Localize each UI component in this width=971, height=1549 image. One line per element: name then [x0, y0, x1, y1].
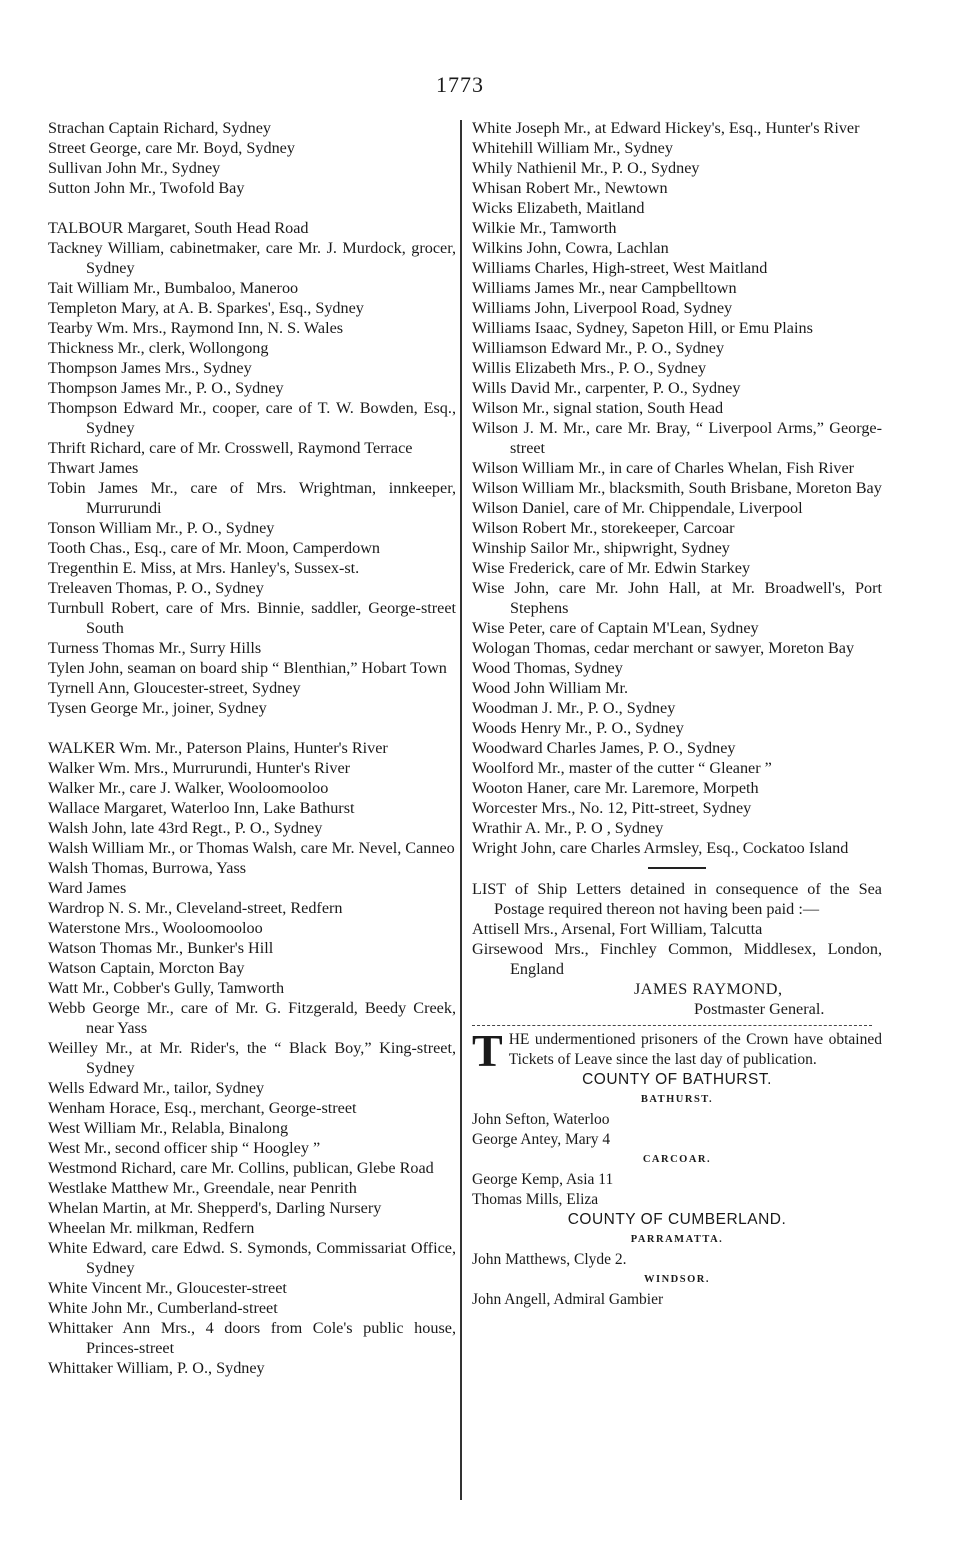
letter-entry: Wood Thomas, Sydney: [472, 659, 623, 677]
letter-entry: Whily Nathienil Mr., P. O., Sydney: [472, 159, 700, 177]
letter-entry: Williamson Edward Mr., P. O., Sydney: [472, 339, 725, 357]
letter-entry: Wright John, care Charles Armsley, Esq., Cockatoo Island: [472, 839, 849, 857]
tickets-notice-text: HE undermentioned prisoners of the Crown have obtained Tickets of Leave since the last day of publication.: [508, 1031, 882, 1068]
letter-entry: Westlake Matthew Mr., Greendale, near Penrith: [48, 1179, 357, 1197]
letter-entry: Wilson William Mr., blacksmith, South Brisbane, Moreton Bay: [472, 479, 882, 497]
letter-entry: Wilkins John, Cowra, Lachlan: [472, 239, 669, 257]
page-number: 1773: [436, 72, 484, 97]
letter-entry: Watson Thomas Mr., Bunker's Hill: [48, 939, 274, 957]
letter-entry: Wilson William Mr., in care of Charles Whelan, Fish River: [472, 459, 855, 477]
right-column: [472, 118, 882, 1310]
ship-letter-entry: Girsewood Mrs., Finchley Common, Middlesex, London, England: [472, 940, 882, 978]
letter-entry: Thrift Richard, care of Mr. Crosswell, Raymond Terrace: [48, 439, 413, 457]
district-heading: PARRAMATTA.: [630, 1234, 724, 1245]
prisoner-entry: John Angell, Admiral Gambier: [472, 1291, 664, 1308]
letter-entry: Whitehill William Mr., Sydney: [472, 139, 673, 157]
letter-entry: Tobin James Mr., care of Mrs. Wrightman, innkeeper, Murrurundi: [48, 479, 456, 517]
letter-entry: Whittaker Ann Mrs., 4 doors from Cole's public house, Princes-street: [48, 1319, 456, 1357]
letter-entry: Wise Peter, care of Captain M'Lean, Sydney: [472, 619, 759, 637]
letter-entry: Wise Frederick, care of Mr. Edwin Starkey: [472, 559, 751, 577]
letter-entry: Strachan Captain Richard, Sydney: [48, 119, 271, 137]
letter-entry: Thompson Edward Mr., cooper, care of T. W. Bowden, Esq., Sydney: [48, 399, 456, 437]
letter-entry: Street George, care Mr. Boyd, Sydney: [48, 139, 295, 157]
letter-entry: Wood John William Mr.: [472, 679, 629, 697]
signature-name: JAMES RAYMOND,: [634, 980, 783, 998]
letter-entry: Wallace Margaret, Waterloo Inn, Lake Bathurst: [48, 799, 355, 817]
letter-entry: Wrathir A. Mr., P. O , Sydney: [472, 819, 664, 837]
letter-entry: Wills David Mr., carpenter, P. O., Sydney: [472, 379, 741, 397]
letter-entry: Woodman J. Mr., P. O., Sydney: [472, 699, 676, 717]
notice-divider: [472, 1025, 872, 1026]
letter-entry: Tregenthin E. Miss, at Mrs. Hanley's, Sussex-st.: [48, 559, 360, 577]
letter-entry: White John Mr., Cumberland-street: [48, 1299, 278, 1317]
left-column: [48, 118, 456, 1378]
letter-entry: Tylen John, seaman on board ship “ Blenthian,” Hobart Town: [48, 659, 447, 677]
letter-entry: Tait William Mr., Bumbaloo, Maneroo: [48, 279, 299, 297]
prisoner-entry: George Antey, Mary 4: [472, 1131, 611, 1148]
letter-entry: Turnbull Robert, care of Mrs. Binnie, saddler, George-street South: [48, 599, 456, 637]
letter-entry: Wise John, care Mr. John Hall, at Mr. Broadwell's, Port Stephens: [472, 579, 882, 617]
letter-entry: Thwart James: [48, 459, 139, 477]
letter-entry: Sullivan John Mr., Sydney: [48, 159, 221, 177]
letter-entry: Wenham Horace, Esq., merchant, George-street: [48, 1099, 357, 1117]
letter-entry: Winship Sailor Mr., shipwright, Sydney: [472, 539, 730, 557]
letter-entry: Wilkie Mr., Tamworth: [472, 219, 617, 237]
letter-entry: Tooth Chas., Esq., care of Mr. Moon, Camperdown: [48, 539, 381, 557]
letter-entry: Thompson James Mr., P. O., Sydney: [48, 379, 284, 397]
prisoner-entry: John Sefton, Waterloo: [472, 1111, 610, 1128]
letter-entry: Sutton John Mr., Twofold Bay: [48, 179, 245, 197]
counties-list: [472, 1070, 882, 1310]
letter-entry: Woods Henry Mr., P. O., Sydney: [472, 719, 684, 737]
district-heading: BATHURST.: [640, 1094, 714, 1105]
drop-cap: T: [472, 1025, 503, 1076]
letter-entry: Templeton Mary, at A. B. Sparkes', Esq., Sydney: [48, 299, 364, 317]
letter-entry: Turness Thomas Mr., Surry Hills: [48, 639, 262, 657]
ship-letter-entry: Attisell Mrs., Arsenal, Fort William, Talcutta: [472, 920, 763, 938]
letter-entry: Ward James: [48, 879, 127, 897]
letter-entry: Weilley Mr., at Mr. Rider's, the “ Black Boy,” King-street, Sydney: [48, 1039, 456, 1077]
letter-entry: Williams Isaac, Sydney, Sapeton Hill, or Emu Plains: [472, 319, 813, 337]
section-gap: [48, 718, 456, 738]
letter-entry: Wilson Mr., signal station, South Head: [472, 399, 724, 417]
letter-entry: Wells Edward Mr., tailor, Sydney: [48, 1079, 265, 1097]
letter-entry: Treleaven Thomas, P. O., Sydney: [48, 579, 264, 597]
letter-entry: Thickness Mr., clerk, Wollongong: [48, 339, 269, 357]
letter-entry: Walker Mr., care J. Walker, Wooloomooloo: [48, 779, 329, 797]
letter-entry: Tearby Wm. Mrs., Raymond Inn, N. S. Wales: [48, 319, 344, 337]
letter-entry: Westmond Richard, care Mr. Collins, publican, Glebe Road: [48, 1159, 434, 1177]
letter-entry: Wardrop N. S. Mr., Cleveland-street, Redfern: [48, 899, 343, 917]
letter-entry: Walsh John, late 43rd Regt., P. O., Sydney: [48, 819, 323, 837]
letter-entry: White Joseph Mr., at Edward Hickey's, Esq., Hunter's River: [472, 119, 860, 137]
letter-entry: Tackney William, cabinetmaker, care Mr. J. Murdock, grocer, Sydney: [48, 239, 456, 277]
letter-entry: Willis Elizabeth Mrs., P. O., Sydney: [472, 359, 707, 377]
letter-entry: White Vincent Mr., Gloucester-street: [48, 1279, 287, 1297]
section-divider: [648, 867, 706, 869]
letter-entry: Williams James Mr., near Campbelltown: [472, 279, 737, 297]
letter-entry: Williams Charles, High-street, West Maitland: [472, 259, 768, 277]
letter-entry: Walsh William Mr., or Thomas Walsh, care Mr. Nevel, Canneo: [48, 839, 455, 857]
letter-entry: Wheelan Mr. milkman, Redfern: [48, 1219, 255, 1237]
letter-entry: Tyrnell Ann, Gloucester-street, Sydney: [48, 679, 301, 697]
letter-entry: TALBOUR Margaret, South Head Road: [48, 219, 309, 237]
letter-entry: West Mr., second officer ship “ Hoogley ”: [48, 1139, 321, 1157]
letter-entry: Tysen George Mr., joiner, Sydney: [48, 699, 267, 717]
letter-entry: Wicks Elizabeth, Maitland: [472, 199, 645, 217]
letter-entry: Thompson James Mrs., Sydney: [48, 359, 252, 377]
letter-entry: Walker Wm. Mrs., Murrurundi, Hunter's River: [48, 759, 351, 777]
column-divider: [460, 120, 462, 1500]
ship-letters-heading: LIST of Ship Letters detained in consequence of the Sea Postage required thereon not having been paid :—: [472, 880, 882, 918]
prisoner-entry: George Kemp, Asia 11: [472, 1171, 614, 1188]
letter-entry: Whelan Martin, at Mr. Shepperd's, Darling Nursery: [48, 1199, 382, 1217]
letter-entry: Whisan Robert Mr., Newtown: [472, 179, 668, 197]
letter-entry: Watson Captain, Morcton Bay: [48, 959, 245, 977]
letter-entry: Wooton Haner, care Mr. Laremore, Morpeth: [472, 779, 759, 797]
letter-entry: West William Mr., Relabla, Binalong: [48, 1119, 289, 1137]
letter-entry: Watt Mr., Cobber's Gully, Tamworth: [48, 979, 285, 997]
letter-entry: White Edward, care Edwd. S. Symonds, Commissariat Office, Sydney: [48, 1239, 456, 1277]
letter-entry: Wilson J. M. Mr., care Mr. Bray, “ Liverpool Arms,” George-street: [472, 419, 882, 457]
letter-entry: Woolford Mr., master of the cutter “ Gleaner ”: [472, 759, 772, 777]
county-heading: COUNTY OF BATHURST.: [582, 1071, 772, 1088]
letter-entry: Worcester Mrs., No. 12, Pitt-street, Sydney: [472, 799, 752, 817]
letter-entry: Williams John, Liverpool Road, Sydney: [472, 299, 733, 317]
prisoner-entry: Thomas Mills, Eliza: [472, 1191, 599, 1208]
right-entry-list: [472, 118, 882, 858]
district-heading: WINDSOR.: [644, 1274, 710, 1285]
county-heading: COUNTY OF CUMBERLAND.: [567, 1211, 787, 1228]
letter-entry: WALKER Wm. Mr., Paterson Plains, Hunter's River: [48, 739, 388, 757]
letter-entry: Wilson Daniel, care of Mr. Chippendale, Liverpool: [472, 499, 803, 517]
letter-entry: Wologan Thomas, cedar merchant or sawyer, Moreton Bay: [472, 639, 855, 657]
district-heading: CARCOAR.: [642, 1154, 712, 1165]
letter-entry: Walsh Thomas, Burrowa, Yass: [48, 859, 247, 877]
letter-entry: Wilson Robert Mr., storekeeper, Carcoar: [472, 519, 735, 537]
signature-title: Postmaster General.: [694, 1000, 825, 1018]
letter-entry: Tonson William Mr., P. O., Sydney: [48, 519, 275, 537]
tickets-notice: [472, 1025, 882, 1076]
letter-entry: Webb George Mr., care of Mr. G. Fitzgerald, Beedy Creek, near Yass: [48, 999, 456, 1037]
section-gap: [48, 198, 456, 218]
letter-entry: Waterstone Mrs., Wooloomooloo: [48, 919, 263, 937]
prisoner-entry: John Matthews, Clyde 2.: [472, 1251, 627, 1268]
letter-entry: Whittaker William, P. O., Sydney: [48, 1359, 265, 1377]
letter-entry: Woodward Charles James, P. O., Sydney: [472, 739, 736, 757]
